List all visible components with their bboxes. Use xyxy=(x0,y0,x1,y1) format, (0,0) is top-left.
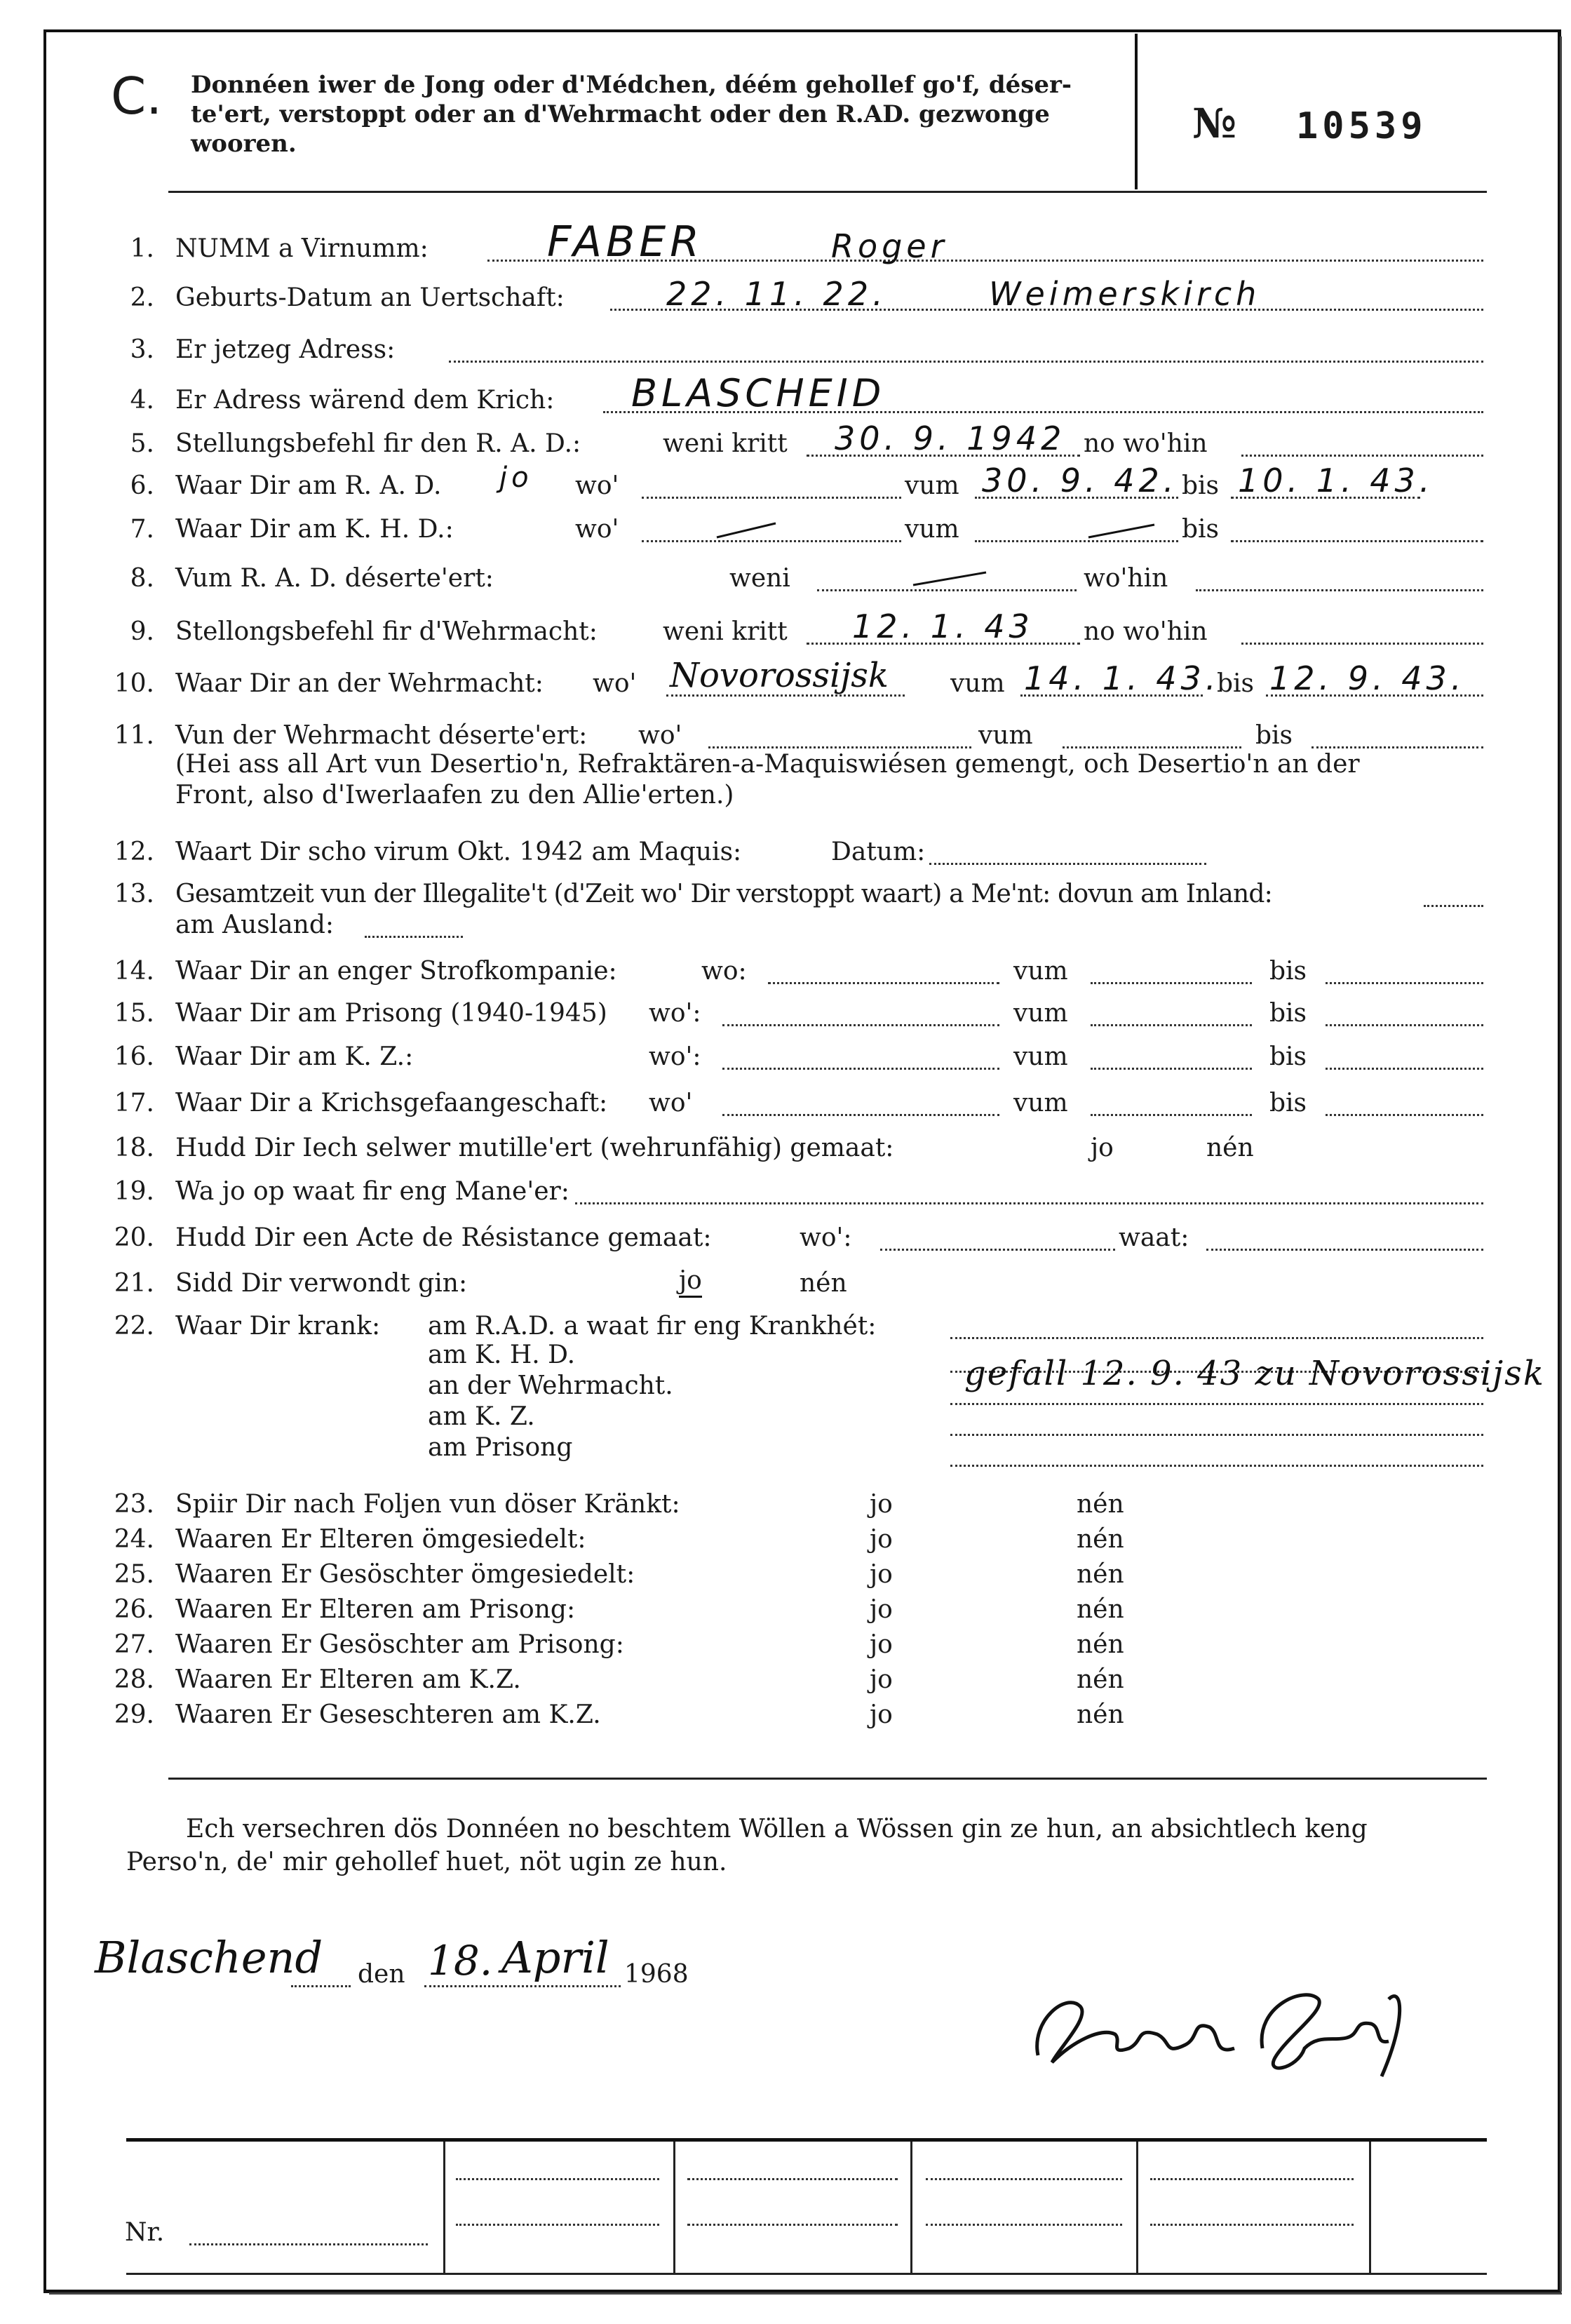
field-label: bis xyxy=(1269,957,1307,986)
header-rule xyxy=(168,191,1487,193)
question-number: 29. xyxy=(114,1700,154,1729)
question-label: Waaren Er Elteren ömgesiedelt: xyxy=(175,1525,586,1554)
option-yes[interactable]: jo xyxy=(870,1490,893,1519)
field-label: wo' xyxy=(575,515,619,544)
field-label: bis xyxy=(1269,1089,1307,1117)
question-sublabel: an der Wehrmacht. xyxy=(428,1371,673,1400)
field-label: vum xyxy=(950,669,1005,698)
answer-handwritten: 30. 9. 42. xyxy=(982,462,1178,499)
question-label: Sidd Dir verwondt gin: xyxy=(175,1269,468,1298)
answer-handwritten: 30. 9. 1942 xyxy=(835,419,1066,457)
answer-field[interactable] xyxy=(708,723,971,748)
table-cell-field[interactable] xyxy=(456,2210,659,2226)
option-yes[interactable]: jo xyxy=(679,1266,702,1298)
question-label: Waar Dir an enger Strofkompanie: xyxy=(175,957,617,986)
question-label: Waar Dir am Prisong (1940-1945) xyxy=(175,999,607,1028)
option-yes[interactable]: jo xyxy=(870,1630,893,1659)
form-number: 10539 xyxy=(1296,105,1427,147)
field-label: bis xyxy=(1217,669,1255,698)
option-no[interactable]: nén xyxy=(1206,1134,1254,1162)
nr-field[interactable] xyxy=(189,2219,428,2245)
answer-field[interactable] xyxy=(365,912,463,938)
answer-field[interactable] xyxy=(722,1090,999,1116)
question-label: Vun der Wehrmacht déserte'ert: xyxy=(175,721,588,750)
table-divider xyxy=(1136,2142,1138,2273)
question-number: 27. xyxy=(114,1630,154,1659)
table-divider xyxy=(673,2142,675,2273)
field-label: waat: xyxy=(1119,1223,1189,1252)
question-label: Er jetzeg Adress: xyxy=(175,335,396,364)
question-label: Waaren Er Geseschteren am K.Z. xyxy=(175,1700,601,1729)
question-number: 26. xyxy=(114,1595,154,1624)
answer-handwritten: 12. 9. 43. xyxy=(1269,659,1466,697)
option-no[interactable]: nén xyxy=(1077,1665,1124,1694)
question-number: 19. xyxy=(114,1177,154,1206)
table-cell-field[interactable] xyxy=(1150,2164,1354,2180)
question-number: 25. xyxy=(114,1560,154,1589)
question-number: 22. xyxy=(114,1312,154,1341)
answer-field[interactable] xyxy=(1241,619,1483,645)
question-label: Waart Dir scho virum Okt. 1942 am Maquis: xyxy=(175,838,742,866)
section-divider xyxy=(168,1778,1487,1780)
answer-field[interactable] xyxy=(449,337,1483,363)
footer-table-bottom xyxy=(126,2273,1487,2275)
table-cell-field[interactable] xyxy=(687,2210,898,2226)
field-label: vum xyxy=(1013,999,1068,1028)
question-label: Hudd Dir een Acte de Résistance gemaat: xyxy=(175,1223,712,1252)
question-note: Front, also d'Iwerlaafen zu den Allie'erten.) xyxy=(175,781,734,810)
question-number: 12. xyxy=(114,838,154,866)
question-sublabel: am K. H. D. xyxy=(428,1341,576,1369)
answer-field[interactable] xyxy=(950,1313,1483,1339)
field-label: bis xyxy=(1269,1042,1307,1071)
answer-field[interactable] xyxy=(929,839,1206,865)
field-label: wo': xyxy=(800,1223,852,1252)
question-number: 9. xyxy=(130,617,154,646)
field-label: vum xyxy=(1013,1089,1068,1117)
month-handwritten: April xyxy=(501,1932,609,1983)
answer-field[interactable] xyxy=(1091,1000,1252,1026)
field-label: wo': xyxy=(649,1042,701,1071)
option-yes[interactable]: jo xyxy=(870,1665,893,1694)
question-label: Waar Dir an der Wehrmacht: xyxy=(175,669,544,698)
question-label: Er Adress wärend dem Krich: xyxy=(175,386,555,415)
field-label: no wo'hin xyxy=(1084,429,1208,458)
question-label: Waaren Er Elteren am Prisong: xyxy=(175,1595,576,1624)
answer-handwritten: Weimerskirch xyxy=(989,275,1261,313)
question-number: 7. xyxy=(130,515,154,544)
answer-field[interactable] xyxy=(950,1441,1483,1467)
question-number: 4. xyxy=(130,386,154,415)
field-label: wo' xyxy=(575,471,619,500)
field-label: wo' xyxy=(593,669,637,698)
answer-field[interactable] xyxy=(1091,958,1252,984)
answer-field[interactable] xyxy=(291,1961,351,1987)
question-label: Waaren Er Elteren am K.Z. xyxy=(175,1665,521,1694)
answer-handwritten: Roger xyxy=(831,227,948,265)
answer-handwritten: 10. 1. 43. xyxy=(1238,462,1434,499)
option-no[interactable]: nén xyxy=(1077,1630,1124,1659)
field-label: wo': xyxy=(649,999,701,1028)
question-label: Gesamtzeit vun der Illegalite't (d'Zeit wo' Dir verstoppt waart) a Me'nt: dovun am Inland: xyxy=(175,880,1272,908)
question-number: 15. xyxy=(114,999,154,1028)
option-no[interactable]: nén xyxy=(1077,1525,1124,1554)
strike-mark xyxy=(912,567,989,588)
question-number: 10. xyxy=(114,669,154,698)
number-sign: № xyxy=(1192,100,1237,147)
question-label: Vum R. A. D. déserte'ert: xyxy=(175,564,494,593)
nr-label: Nr. xyxy=(125,2218,165,2247)
table-divider xyxy=(1369,2142,1371,2273)
place-handwritten: Blaschend xyxy=(95,1932,323,1983)
field-label: wo' xyxy=(649,1089,693,1117)
table-cell-field[interactable] xyxy=(456,2164,659,2180)
question-label: Waaren Er Gesöschter ömgesiedelt: xyxy=(175,1560,635,1589)
answer-field[interactable] xyxy=(722,1044,999,1070)
option-yes[interactable]: jo xyxy=(1091,1134,1114,1162)
section-title xyxy=(191,70,1103,159)
answer-field[interactable] xyxy=(1196,565,1483,591)
field-label: weni kritt xyxy=(663,617,788,646)
field-label: Datum: xyxy=(831,838,926,866)
field-label: vum xyxy=(1013,957,1068,986)
answer-field[interactable] xyxy=(1241,431,1483,457)
question-number: 3. xyxy=(130,335,154,364)
field-label: weni kritt xyxy=(663,429,788,458)
answer-field[interactable] xyxy=(1206,1225,1483,1251)
question-number: 13. xyxy=(114,880,154,908)
option-yes[interactable]: jo xyxy=(870,1700,893,1729)
answer-handwritten: 12. 1. 43 xyxy=(852,607,1034,645)
question-number: 23. xyxy=(114,1490,154,1519)
answer-field[interactable] xyxy=(1326,1044,1483,1070)
answer-field[interactable] xyxy=(1326,1000,1483,1026)
question-number: 20. xyxy=(114,1223,154,1252)
question-label: Waar Dir a Krichsgefaangeschaft: xyxy=(175,1089,608,1117)
table-cell-field[interactable] xyxy=(1150,2210,1354,2226)
strike-mark xyxy=(1087,519,1157,540)
field-label: vum xyxy=(905,515,959,544)
year-printed: 1968 xyxy=(624,1960,689,1989)
question-number: 1. xyxy=(130,234,154,263)
day-handwritten: 18. xyxy=(428,1937,493,1984)
field-label: weni xyxy=(729,564,790,593)
frame-shadow xyxy=(1560,36,1562,2292)
field-label: vum xyxy=(905,471,959,500)
field-label: wo: xyxy=(701,957,747,986)
table-cell-field[interactable] xyxy=(926,2164,1122,2180)
field-label: wo'hin xyxy=(1084,564,1168,593)
option-no[interactable]: nén xyxy=(1077,1560,1124,1589)
field-label: bis xyxy=(1269,999,1307,1028)
option-no[interactable]: nén xyxy=(1077,1490,1124,1519)
declaration-text: Perso'n, de' mir gehollef huet, nöt ugin ze hun. xyxy=(126,1848,727,1876)
field-label: bis xyxy=(1255,721,1293,750)
option-yes[interactable]: jo xyxy=(870,1525,893,1554)
answer-field[interactable] xyxy=(950,1410,1483,1436)
answer-field[interactable] xyxy=(1424,881,1483,907)
title-line: Donnéen iwer de Jong oder d'Médchen, déém gehollef go'f, déser- xyxy=(191,71,1072,99)
question-label: Hudd Dir Iech selwer mutille'ert (wehrunfähig) gemaat: xyxy=(175,1134,894,1162)
question-sublabel: am K. Z. xyxy=(428,1402,535,1431)
answer-field[interactable] xyxy=(1326,958,1483,984)
question-number: 2. xyxy=(130,283,154,312)
table-cell-field[interactable] xyxy=(926,2210,1122,2226)
question-number: 16. xyxy=(114,1042,154,1071)
answer-field[interactable] xyxy=(1326,1090,1483,1116)
field-label: den xyxy=(358,1960,405,1989)
answer-handwritten: Novorossijsk xyxy=(670,656,889,695)
answer-handwritten: jo xyxy=(499,462,533,494)
answer-field[interactable] xyxy=(1091,1044,1252,1070)
strike-mark xyxy=(715,519,778,540)
answer-field[interactable] xyxy=(575,1178,1483,1204)
field-label: wo' xyxy=(638,721,682,750)
answer-field[interactable] xyxy=(1231,516,1483,542)
option-no[interactable]: nén xyxy=(800,1269,847,1298)
question-sublabel: am Prisong xyxy=(428,1433,573,1462)
answer-field[interactable] xyxy=(642,473,901,499)
title-line: wooren. xyxy=(191,130,297,158)
question-label: Stellongsbefehl fir d'Wehrmacht: xyxy=(175,617,598,646)
option-no[interactable]: nén xyxy=(1077,1700,1124,1729)
field-label: vum xyxy=(1013,1042,1068,1071)
table-cell-field[interactable] xyxy=(687,2164,898,2180)
answer-field[interactable] xyxy=(1063,723,1241,748)
question-number: 28. xyxy=(114,1665,154,1694)
table-divider xyxy=(910,2142,912,2273)
declaration-text: Ech versechren dös Donnéen no beschtem Wöllen a Wössen gin ze hun, an absichtlech keng xyxy=(186,1815,1368,1843)
question-label: Geburts-Datum an Uertschaft: xyxy=(175,283,565,312)
field-label: no wo'hin xyxy=(1084,617,1208,646)
question-number: 6. xyxy=(130,471,154,500)
answer-handwritten: gefall 12. 9. 43 zu Novorossijsk xyxy=(964,1354,1545,1393)
signature xyxy=(1024,1978,1417,2083)
question-number: 11. xyxy=(114,721,154,750)
question-number: 8. xyxy=(130,564,154,593)
answer-handwritten: 14. 1. 43. xyxy=(1024,659,1220,697)
question-label: Waar Dir am K. Z.: xyxy=(175,1042,414,1071)
option-no[interactable]: nén xyxy=(1077,1595,1124,1624)
section-letter: C. xyxy=(111,67,163,126)
question-label: Waaren Er Gesöschter am Prisong: xyxy=(175,1630,624,1659)
question-label: Spiir Dir nach Foljen vun döser Kränkt: xyxy=(175,1490,680,1519)
question-note: (Hei ass all Art vun Desertio'n, Refraktären-a-Maquiswiésen gemengt, och Desertio'n an der xyxy=(175,750,1360,779)
question-label: Waar Dir am R. A. D. xyxy=(175,471,442,500)
frame-shadow xyxy=(49,2292,1562,2295)
header-divider xyxy=(1135,34,1138,189)
question-number: 14. xyxy=(114,957,154,986)
answer-field[interactable] xyxy=(722,1000,999,1026)
answer-field[interactable] xyxy=(1312,723,1483,748)
answer-field[interactable] xyxy=(1091,1090,1252,1116)
answer-field[interactable] xyxy=(768,958,999,984)
answer-handwritten: BLASCHEID xyxy=(631,371,886,415)
option-yes[interactable]: jo xyxy=(870,1595,893,1624)
answer-field[interactable] xyxy=(880,1225,1115,1251)
question-sublabel: am R.A.D. a waat fir eng Krankhét: xyxy=(428,1312,877,1341)
field-label: vum xyxy=(978,721,1033,750)
question-label: Wa jo op waat fir eng Mane'er: xyxy=(175,1177,569,1206)
field-label: bis xyxy=(1182,515,1220,544)
question-number: 18. xyxy=(114,1134,154,1162)
question-number: 5. xyxy=(130,429,154,458)
question-number: 17. xyxy=(114,1089,154,1117)
option-yes[interactable]: jo xyxy=(870,1560,893,1589)
question-number: 21. xyxy=(114,1269,154,1298)
answer-handwritten: 22. 11. 22. xyxy=(666,275,887,313)
answer-handwritten: FABER xyxy=(547,217,703,267)
question-label: Waar Dir krank: xyxy=(175,1312,381,1341)
question-label: Stellungsbefehl fir den R. A. D.: xyxy=(175,429,581,458)
field-label: bis xyxy=(1182,471,1220,500)
question-label: Waar Dir am K. H. D.: xyxy=(175,515,454,544)
question-number: 24. xyxy=(114,1525,154,1554)
title-line: te'ert, verstoppt oder an d'Wehrmacht oder den R.AD. gezwonge xyxy=(191,100,1050,128)
question-label: am Ausland: xyxy=(175,911,335,939)
table-divider xyxy=(443,2142,445,2273)
question-label: NUMM a Virnumm: xyxy=(175,234,429,263)
footer-table-top xyxy=(126,2138,1487,2142)
